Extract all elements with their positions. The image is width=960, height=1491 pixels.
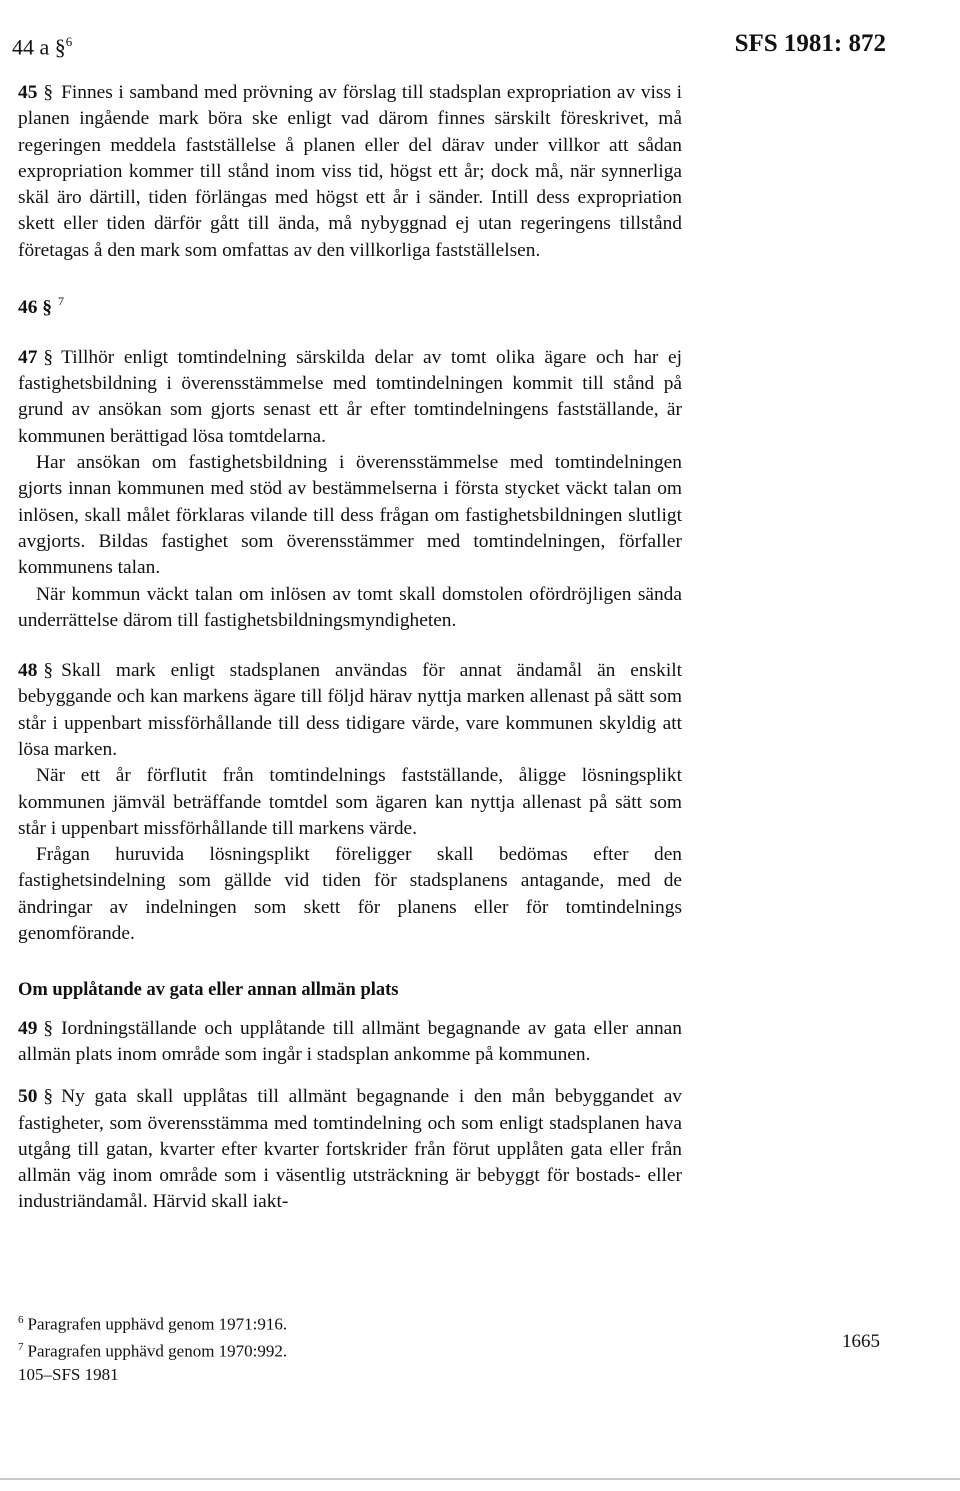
section-sign: § [43, 346, 54, 368]
header-section-num: 44 a § [12, 34, 66, 60]
paragraph-text: Tillhör enligt tomtindelning särskilda delar av tomt olika ägare och har ej fastighetsbildning i överensstämmelse med tomtindelningen kommit till stånd på grund av ansökan som gjorts senast ett år efter tomtindelningens fastställande, är kommunen berättigad lösa tomtdelarna. [18, 346, 682, 447]
scan-edge-line [0, 1478, 960, 1480]
paragraph-text: Finnes i samband med prövning av förslag till stadsplan expropriation av viss i planen ingående mark böra ske enligt vad därom finnes särskilt föreskrivet, må regeringen meddela fastställelse å planen eller del därav under villkor att sådan expropriation kommer till stånd inom viss tid, högst ett år; dock må, när synnerliga skäl äro därtill, tiden förlängas med högst ett år i sänder. Intill dess expropriation skett eller tiden därför gått till ända, må nybyggnad ej utan regeringens tillstånd företagas å den mark som omfattas av den villkorliga fastställelsen. [18, 82, 682, 261]
header-section-ref [12, 34, 72, 60]
footnote-ref: 7 [57, 294, 64, 309]
section-sign: § [43, 1017, 54, 1039]
footnote-marker: 7 [18, 1340, 24, 1353]
section-number: 45 [18, 82, 38, 103]
section-number: 46 § [18, 296, 52, 318]
paragraph-46 [18, 288, 682, 321]
paragraph-47-subsection-3: När kommun väckt talan om inlösen av tomt skall domstolen ofördröjligen sända underrättelse därom till fastighetsbildningsmyndigheten. [18, 583, 682, 631]
section-heading: Om upplåtande av gata eller annan allmän plats [18, 980, 399, 1001]
paragraph-text: Skall mark enligt stadsplanen användas för annat ändamål än enskilt bebyggande och kan markens ägare till följd härav nyttja marken allenast på sätt som står i uppenbart missförhållande till dess tidigare värde, vare kommunen skyldig att lösa marken. [18, 660, 682, 760]
paragraph-text: Iordningställande och upplåtande till allmänt begagnande av gata eller annan allmän plats inom område som ingår i stadsplan ankomme på kommunen. [18, 1017, 682, 1065]
paragraph-text: Ny gata skall upplåtas till allmänt begagnande i den mån bebyggandet av fastigheter, som överensstämma med tomtindelning och som enligt stadsplanen hava utgång till gatan, kvarter efter kvarter fortskrider från förut upplåten gata eller från allmän väg inom område som i väsentlig utsträckning är bebyggt för bostads- eller industriändamål. Härvid skall iakt- [18, 1086, 682, 1213]
paragraph-45 [18, 80, 682, 264]
footnote-6 [18, 1309, 287, 1336]
header-sfs-number: SFS 1981: 872 [734, 30, 886, 57]
paragraph-47 [18, 345, 682, 450]
paragraph-48-subsection-2: När ett år förflutit från tomtindelnings fastställande, åligge lösningsplikt kommunen jämväl beträffande tomtdel som ägaren kan nyttja allenast på sätt som står i uppenbart missförhållande till markens värde. [18, 765, 682, 839]
paragraph-49 [18, 1016, 682, 1069]
header-section-sup: 6 [65, 34, 73, 49]
section-number: 48 [18, 660, 38, 682]
footnote-text: Paragrafen upphävd genom 1970:992. [27, 1341, 288, 1361]
section-sign: § [43, 660, 54, 682]
section-number: 50 [18, 1086, 38, 1108]
footnote-7 [18, 1336, 287, 1363]
footnote-text: Paragrafen upphävd genom 1971:916. [27, 1314, 288, 1334]
page-number: 1665 [842, 1331, 880, 1352]
section-number: 49 [18, 1017, 38, 1039]
section-sign: § [43, 1086, 54, 1108]
section-number: 47 [18, 346, 38, 368]
paragraph-47-subsection-2: Har ansökan om fastighetsbildning i överensstämmelse med tomtindelningen gjorts innan kommunen med stöd av bestämmelserna i första stycket väckt talan om inlösen, skall målet förklaras vilande till dess frågan om fastighetsbildningen slutligt avgjorts. Bildas fastighet som överensstämmer med tomtindelningen, förfaller kommunens talan. [18, 452, 682, 579]
document-body [18, 80, 682, 1216]
paragraph-50 [18, 1084, 682, 1215]
section-sign: § [43, 82, 54, 103]
footnotes [18, 1309, 287, 1362]
paragraph-48-subsection-3: Frågan huruvida lösningsplikt föreligger skall bedömas efter den fastighetsindelning som gällde vid tiden för stadsplanens antagande, med de ändringar av indelningen som skett för planens eller för tomtindelnings genomförande. [18, 844, 682, 945]
publication-code: 105–SFS 1981 [18, 1365, 119, 1384]
footnote-marker: 6 [18, 1314, 24, 1326]
paragraph-48 [18, 658, 682, 763]
